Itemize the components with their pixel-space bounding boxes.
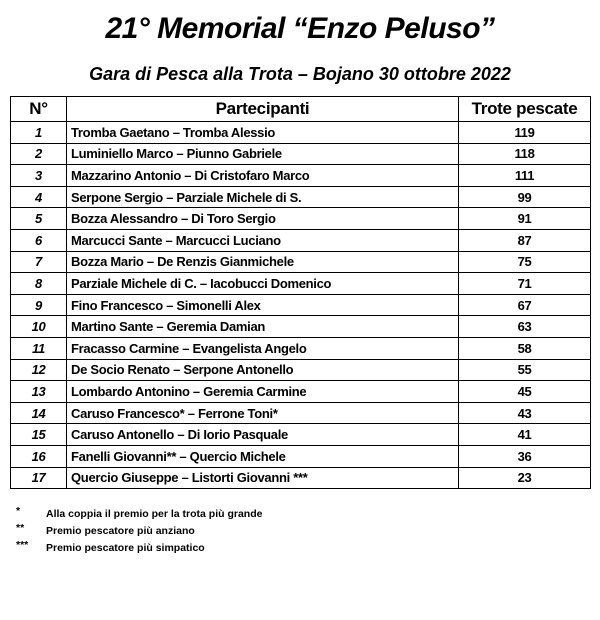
row-trout: 58 xyxy=(459,337,591,359)
row-participants: Lombardo Antonino – Geremia Carmine xyxy=(67,381,459,403)
row-participants: Fino Francesco – Simonelli Alex xyxy=(67,294,459,316)
row-participants: Bozza Alessandro – Di Toro Sergio xyxy=(67,208,459,230)
footnote-text: Premio pescatore più simpatico xyxy=(46,542,205,554)
row-num: 10 xyxy=(11,316,67,338)
row-trout: 75 xyxy=(459,251,591,273)
row-trout: 23 xyxy=(459,467,591,489)
row-participants: Parziale Michele di C. – Iacobucci Domenico xyxy=(67,273,459,295)
row-num: 15 xyxy=(11,424,67,446)
row-num: 8 xyxy=(11,273,67,295)
row-participants: Caruso Antonello – Di Iorio Pasquale xyxy=(67,424,459,446)
footnote-symbol: *** xyxy=(16,539,29,551)
table-row xyxy=(11,273,591,295)
row-participants: Martino Sante – Geremia Damian xyxy=(67,316,459,338)
row-participants: Quercio Giuseppe – Listorti Giovanni *** xyxy=(67,467,459,489)
row-trout: 91 xyxy=(459,208,591,230)
table-row xyxy=(11,381,591,403)
results-table xyxy=(10,96,591,489)
footnote-text: Premio pescatore più anziano xyxy=(46,525,195,537)
row-trout: 63 xyxy=(459,316,591,338)
row-num: 3 xyxy=(11,165,67,187)
header-participants: Partecipanti xyxy=(67,97,459,122)
row-participants: Serpone Sergio – Parziale Michele di S. xyxy=(67,186,459,208)
row-participants: Luminiello Marco – Piunno Gabriele xyxy=(67,143,459,165)
table-row xyxy=(11,186,591,208)
row-trout: 111 xyxy=(459,165,591,187)
row-num: 9 xyxy=(11,294,67,316)
footnote-symbol: ** xyxy=(16,522,25,534)
table-row xyxy=(11,445,591,467)
row-trout: 43 xyxy=(459,402,591,424)
table-row xyxy=(11,122,591,144)
row-num: 13 xyxy=(11,381,67,403)
footnote-symbol: * xyxy=(16,505,21,517)
row-participants: Fracasso Carmine – Evangelista Angelo xyxy=(67,337,459,359)
row-trout: 55 xyxy=(459,359,591,381)
row-participants: Fanelli Giovanni** – Quercio Michele xyxy=(67,445,459,467)
table-row xyxy=(11,467,591,489)
row-num: 14 xyxy=(11,402,67,424)
row-trout: 71 xyxy=(459,273,591,295)
table-row xyxy=(11,402,591,424)
table-row xyxy=(11,143,591,165)
table-row xyxy=(11,424,591,446)
row-trout: 99 xyxy=(459,186,591,208)
table-row xyxy=(11,208,591,230)
page-title: 21° Memorial “Enzo Peluso” xyxy=(105,12,495,45)
row-num: 4 xyxy=(11,186,67,208)
row-participants: Caruso Francesco* – Ferrone Toni* xyxy=(67,402,459,424)
table-row xyxy=(11,251,591,273)
row-trout: 36 xyxy=(459,445,591,467)
row-trout: 119 xyxy=(459,122,591,144)
row-trout: 45 xyxy=(459,381,591,403)
row-num: 16 xyxy=(11,445,67,467)
row-num: 7 xyxy=(11,251,67,273)
row-participants: De Socio Renato – Serpone Antonello xyxy=(67,359,459,381)
row-trout: 67 xyxy=(459,294,591,316)
table-row xyxy=(11,337,591,359)
row-participants: Tromba Gaetano – Tromba Alessio xyxy=(67,122,459,144)
row-num: 2 xyxy=(11,143,67,165)
table-row xyxy=(11,165,591,187)
page-subtitle: Gara di Pesca alla Trota – Bojano 30 ottobre 2022 xyxy=(89,64,511,84)
row-participants: Marcucci Sante – Marcucci Luciano xyxy=(67,229,459,251)
table-row xyxy=(11,359,591,381)
row-trout: 41 xyxy=(459,424,591,446)
row-participants: Bozza Mario – De Renzis Gianmichele xyxy=(67,251,459,273)
row-num: 5 xyxy=(11,208,67,230)
row-trout: 118 xyxy=(459,143,591,165)
header-num: N° xyxy=(11,97,67,122)
row-num: 11 xyxy=(11,337,67,359)
row-trout: 87 xyxy=(459,229,591,251)
table-row xyxy=(11,229,591,251)
header-trout: Trote pescate xyxy=(459,97,591,122)
row-num: 1 xyxy=(11,122,67,144)
row-num: 6 xyxy=(11,229,67,251)
table-header-row xyxy=(11,97,591,122)
footnote-text: Alla coppia il premio per la trota più grande xyxy=(46,508,263,520)
table-row xyxy=(11,294,591,316)
row-num: 12 xyxy=(11,359,67,381)
row-num: 17 xyxy=(11,467,67,489)
row-participants: Mazzarino Antonio – Di Cristofaro Marco xyxy=(67,165,459,187)
table-row xyxy=(11,316,591,338)
